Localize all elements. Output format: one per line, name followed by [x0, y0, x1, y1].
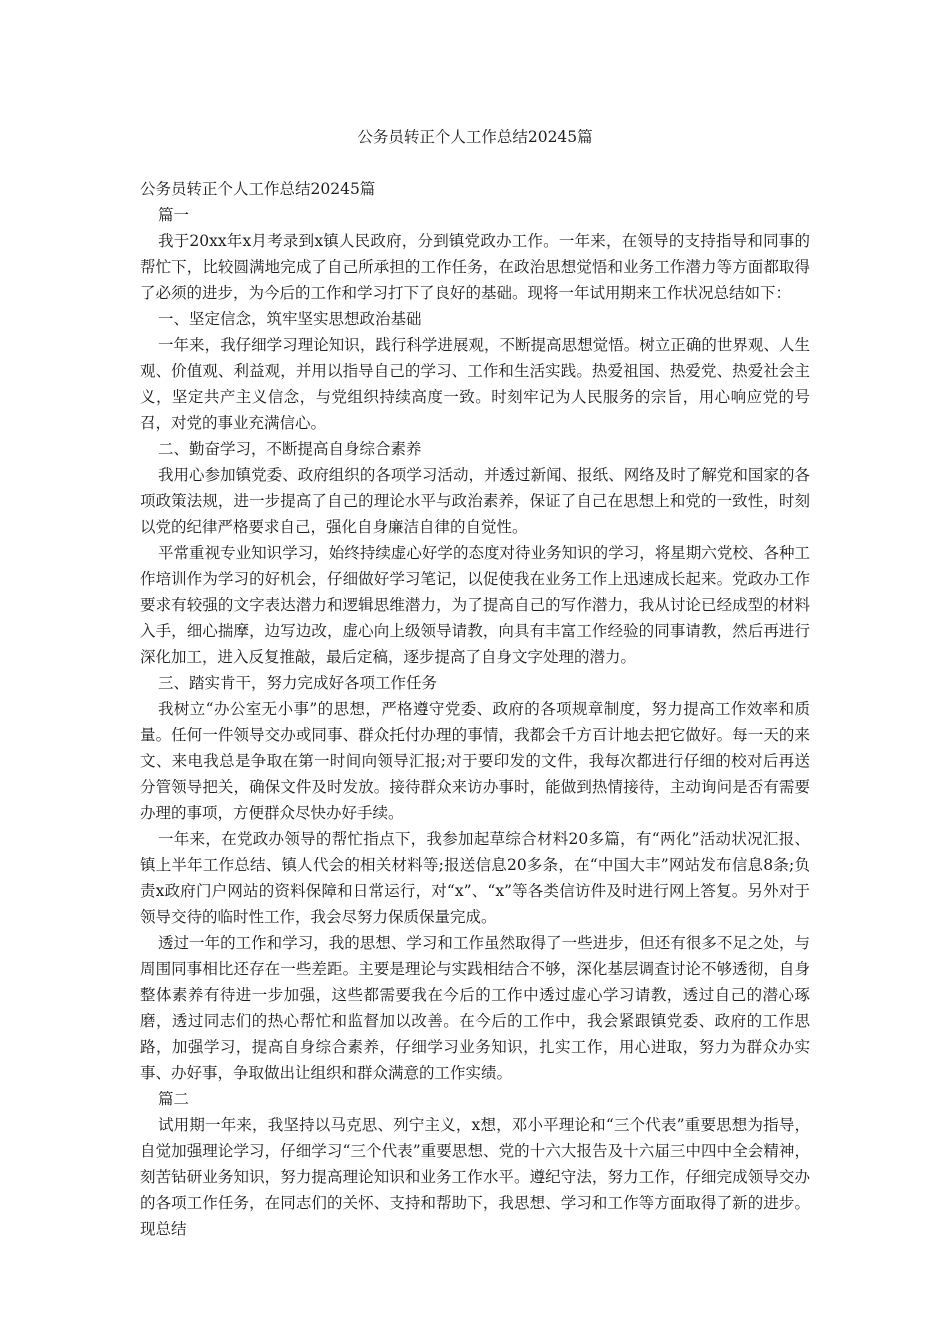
body-paragraph: 我用心参加镇党委、政府组织的各项学习活动，并透过新闻、报纸、网络及时了解党和国家的各项政策法规，进一步提高了自己的理论水平与政治素养，保证了自己在思想上和党的一致性，时刻以党的纪律严格要求自己，强化自身廉洁自律的自觉性。	[140, 466, 810, 536]
body-paragraph: 一年来，在党政办领导的帮忙指点下，我参加起草综合材料20多篇，有“两化”活动状况汇报、镇上半年工作总结、镇人代会的相关材料等;报送信息20多条，在“中国大丰”网站发布信息8条;负责x政府门户网站的资料保障和日常运行，对“x”、“x”等各类信访件及时进行网上答复。另外对于领导交待的临时性工作，我会尽努力保质保量完成。	[140, 830, 810, 926]
body-paragraph: 我于20xx年x月考录到x镇人民政府，分到镇党政办工作。一年来，在领导的支持指导和同事的帮忙下，比较圆满地完成了自己所承担的工作任务，在政治思想觉悟和业务工作潜力等方面都取得了必须的进步，为今后的工作和学习打下了良好的基础。现将一年试用期来工作状况总结如下：	[140, 232, 810, 302]
body-paragraph: 我树立“办公室无小事”的思想，严格遵守党委、政府的各项规章制度，努力提高工作效率和质量。任何一件领导交办或同事、群众托付办理的事情，我都会千方百计地去把它做好。每一天的来文、来电我总是争取在第一时间向领导汇报;对于要印发的文件，我每次都进行仔细的校对后再送分管领导把关，确保文件及时发放。接待群众来访办事时，能做到热情接待，主动询问是否有需要办理的事项，方便群众尽快办好手续。	[140, 700, 810, 822]
section-heading: 一、坚定信念，筑牢坚实思想政治基础	[158, 310, 422, 328]
body-paragraph: 透过一年的工作和学习，我的思想、学习和工作虽然取得了一些进步，但还有很多不足之处，与周围同事相比还存在一些差距。主要是理论与实践相结合不够，深化基层调查讨论不够透彻，自身整体素养有待进一步加强，这些都需要我在今后的工作中透过虚心学习请教，透过自己的潜心琢磨，透过同志们的热心帮忙和监督加以改善。在今后的工作中，我会紧跟镇党委、政府的工作思路，加强学习，提高自身综合素养，仔细学习业务知识，扎实工作，用心进取，努力为群众办实事、办好事，争取做出让组织和群众满意的工作实绩。	[140, 934, 810, 1082]
section-heading: 篇二	[158, 1090, 190, 1108]
body-paragraph: 一年来，我仔细学习理论知识，践行科学进展观，不断提高思想觉悟。树立正确的世界观、人生观、价值观、利益观，并用以指导自己的学习、工作和生活实践。热爱祖国、热爱党、热爱社会主义，坚定共产主义信念，与党组织持续高度一致。时刻牢记为人民服务的宗旨，用心响应党的号召，对党的事业充满信心。	[140, 336, 810, 432]
section-heading: 二、勤奋学习，不断提高自身综合素养	[158, 440, 422, 458]
document-subtitle: 公务员转正个人工作总结20245篇	[140, 180, 376, 198]
body-paragraph: 平常重视专业知识学习，始终持续虚心好学的态度对待业务知识的学习，将星期六党校、各种工作培训作为学习的好机会，仔细做好学习笔记，以促使我在业务工作上迅速成长起来。党政办工作要求有较强的文字表达潜力和逻辑思维潜力，为了提高自己的写作潜力，我从讨论已经成型的材料入手，细心揣摩，边写边改，虚心向上级领导请教，向具有丰富工作经验的同事请教，然后再进行深化加工，进入反复推敲，最后定稿，逐步提高了自身文字处理的潜力。	[140, 544, 810, 666]
document-title: 公务员转正个人工作总结20245篇	[357, 128, 593, 146]
body-paragraph: 试用期一年来，我坚持以马克思、列宁主义，x想，邓小平理论和“三个代表”重要思想为指导，自觉加强理论学习，仔细学习“三个代表”重要思想、党的十六大报告及十六届三中四中全会精神，刻苦钻研业务知识，努力提高理论知识和业务工作水平。遵纪守法，努力工作，仔细完成领导交办的各项工作任务，在同志们的关怀、支持和帮助下，我思想、学习和工作等方面取得了新的进步。现总结	[140, 1116, 810, 1238]
paragraph-list	[140, 202, 810, 1242]
section-heading: 三、踏实肯干，努力完成好各项工作任务	[158, 674, 438, 692]
section-heading: 篇一	[158, 206, 190, 224]
document-body	[140, 176, 810, 1242]
